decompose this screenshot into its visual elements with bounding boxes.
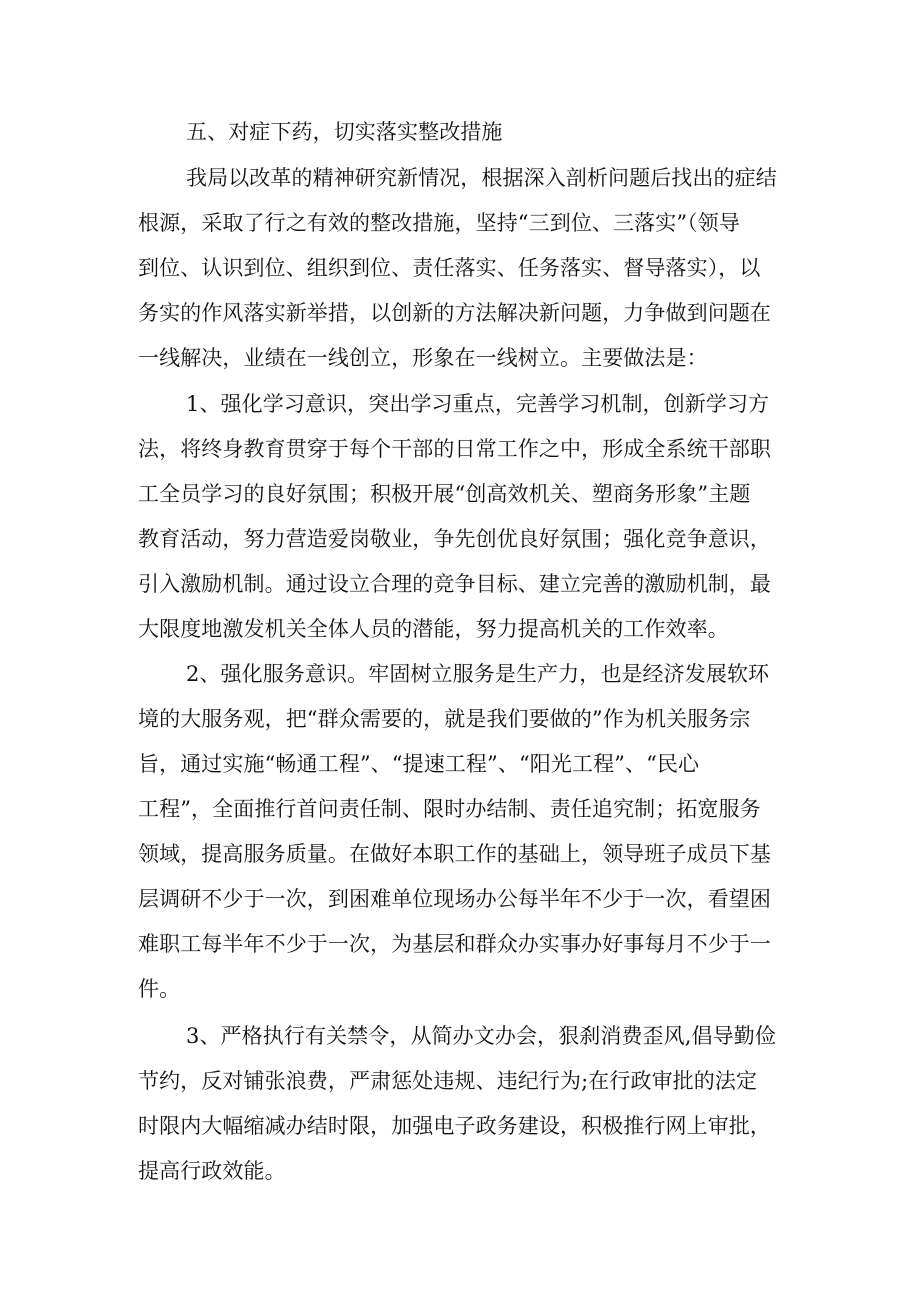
paragraph-line: 工程”，全面推行首问责任制、限时办结制、责任追究制；拓宽服务 (138, 797, 761, 821)
paragraph-line: 节约，反对铺张浪费，严肃惩处违规、违纪行为;在行政审批的法定 (138, 1069, 758, 1093)
paragraph-line: 旨，通过实施“畅通工程”、“提速工程”、“阳光工程”、“民心 (138, 752, 700, 776)
paragraph-line: 务实的作风落实新举措，以创新的方法解决新问题，力争做到问题在 (138, 301, 771, 325)
paragraph-line: 大限度地激发机关全体人员的潜能，努力提高机关的工作效率。 (138, 617, 729, 641)
paragraph-line: 2、强化服务意识。牢固树立服务是生产力，也是经济发展软环 (186, 662, 770, 686)
paragraph-line: 1、强化学习意识，突出学习重点，完善学习机制，创新学习方 (186, 392, 770, 416)
paragraph-line: 法，将终身教育贯穿于每个干部的日常工作之中，形成全系统干部职 (138, 437, 771, 461)
paragraph-line: 提高行政效能。 (138, 1159, 286, 1183)
paragraph-line: 教育活动，努力营造爱岗敬业，争先创优良好氛围；强化竞争意识， (138, 527, 771, 551)
paragraph-line: 时限内大幅缩减办结时限，加强电子政务建设，积极推行网上审批， (138, 1114, 771, 1138)
paragraph-line: 工全员学习的良好氛围；积极开展“创高效机关、塑商务形象”主题 (138, 482, 751, 506)
paragraph-line: 根源，采取了行之有效的整改措施，坚持“三到位、三落实”（领导 (138, 211, 740, 235)
paragraph-line: 境的大服务观，把“群众需要的，就是我们要做的”作为机关服务宗 (138, 707, 751, 731)
paragraph-line: 难职工每半年不少于一次，为基层和群众办实事办好事每月不少于一 (138, 932, 771, 956)
paragraph-line: 一线解决，业绩在一线创立，形象在一线树立。主要做法是： (138, 346, 708, 370)
paragraph-line: 我局以改革的精神研究新情况，根据深入剖析问题后找出的症结 (186, 166, 777, 190)
paragraph-line: 3、严格执行有关禁令，从简办文办会，狠刹消费歪风,倡导勤俭 (186, 1024, 776, 1048)
paragraph-line: 件。 (138, 977, 181, 1001)
section-heading: 五、对症下药，切实落实整改措施 (186, 120, 503, 144)
paragraph-line: 层调研不少于一次，到困难单位现场办公每半年不少于一次，看望困 (138, 887, 771, 911)
paragraph-line: 到位、认识到位、组织到位、责任落实、任务落实、督导落实），以 (138, 256, 761, 280)
paragraph-line: 领域，提高服务质量。在做好本职工作的基础上，领导班子成员下基 (138, 842, 771, 866)
paragraph-line: 引入激励机制。通过设立合理的竞争目标、建立完善的激励机制，最 (138, 572, 771, 596)
